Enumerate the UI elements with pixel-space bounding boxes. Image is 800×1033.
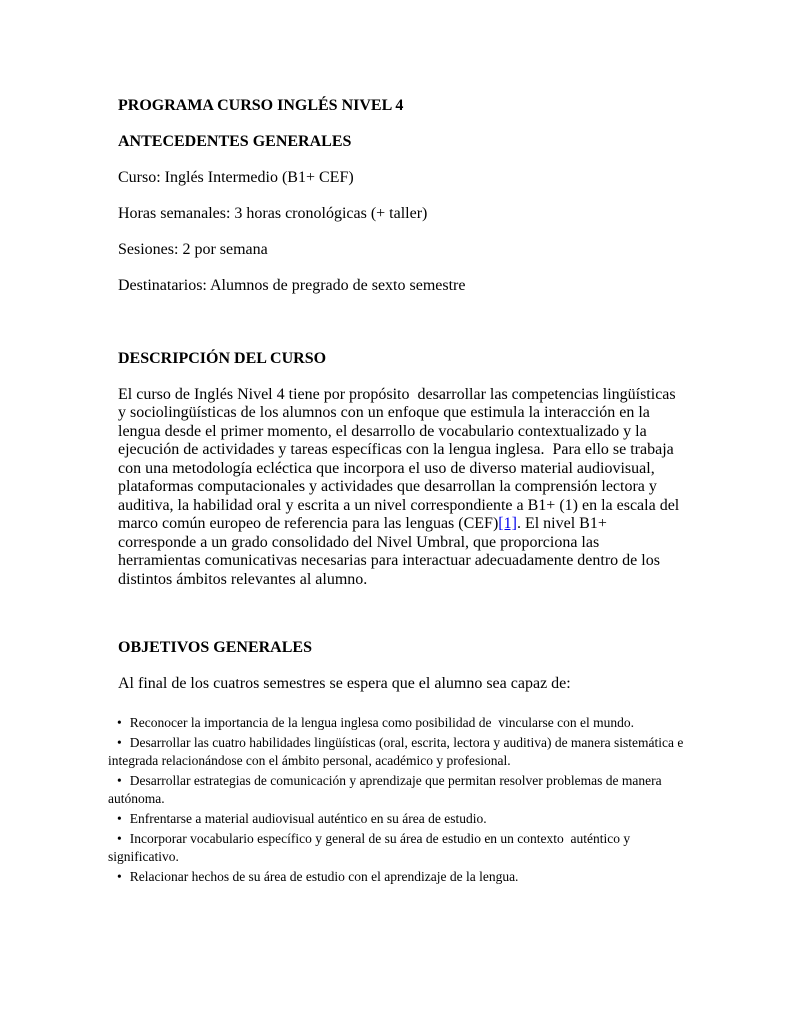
bullet-icon: •: [117, 772, 122, 788]
descripcion-paragraph: [118, 386, 685, 590]
objetivos-intro: Al final de los cuatros semestres se espera que el alumno sea capaz de:: [118, 675, 571, 692]
objetivos-heading: OBJETIVOS GENERALES: [118, 639, 312, 656]
horas-semanales-line: Horas semanales: 3 horas cronológicas (+ taller): [118, 205, 428, 222]
bullet-icon: •: [117, 868, 122, 884]
document-title: PROGRAMA CURSO INGLÉS NIVEL 4: [118, 97, 404, 114]
objective-item: [108, 868, 685, 886]
objective-item: [108, 734, 685, 770]
descripcion-text-after-link: . El nivel B1+ corresponde a un grado consolidado del Nivel Umbral, que proporciona las herramientas comunicativas necesarias para interactuar adecuadamente dentro de los distintos ámbitos relevantes al alumno.: [118, 515, 664, 588]
destinatarios-line: Destinatarios: Alumnos de pregrado de sexto semestre: [118, 277, 466, 294]
objective-item: [108, 772, 685, 808]
antecedentes-heading: ANTECEDENTES GENERALES: [118, 133, 352, 150]
sesiones-line: Sesiones: 2 por semana: [118, 241, 268, 258]
objective-text: Reconocer la importancia de la lengua inglesa como posibilidad de vincularse con el mundo.: [129, 714, 634, 730]
objective-text: Desarrollar las cuatro habilidades lingüísticas (oral, escrita, lectora y auditiva) de manera sistemática e integrada relacionándose con el ámbito personal, académico y profesional.: [108, 734, 687, 768]
curso-line: Curso: Inglés Intermedio (B1+ CEF): [118, 169, 354, 186]
bullet-icon: •: [117, 810, 122, 826]
descripcion-text-before-link: El curso de Inglés Nivel 4 tiene por propósito desarrollar las competencias lingüísticas y sociolingüísticas de los alumnos con un enfoque que estimula la interacción en la lengua desde el primer momento, el desarrollo de vocabulario contextualizado y la ejecución de actividades y tareas específicas con la lengua inglesa. Para ello se trabaja con una metodología ecléctica que incorpora el uso de diverso material audiovisual, plataformas computacionales y actividades que desarrollan la comprensión lectora y auditiva, la habilidad oral y escrita a un nivel correspondiente a B1+ (1) en la escala del marco común europeo de referencia para las lenguas (CEF): [118, 385, 684, 532]
objetivos-list: [108, 714, 687, 886]
objective-item: [108, 810, 685, 828]
objective-text: Desarrollar estrategias de comunicación y aprendizaje que permitan resolver problemas de manera autónoma.: [108, 772, 665, 806]
objective-text: Enfrentarse a material audiovisual auténtico en su área de estudio.: [129, 810, 487, 826]
bullet-icon: •: [117, 830, 122, 846]
objective-item: [108, 714, 685, 732]
footnote-1-link[interactable]: [1]: [498, 515, 517, 532]
bullet-icon: •: [117, 734, 122, 750]
bullet-icon: •: [117, 714, 122, 730]
objective-item: [108, 830, 685, 866]
descripcion-heading: DESCRIPCIÓN DEL CURSO: [118, 349, 327, 367]
objective-text: Incorporar vocabulario específico y general de su área de estudio en un contexto auténtico y significativo.: [108, 830, 634, 864]
objective-text: Relacionar hechos de su área de estudio con el aprendizaje de la lengua.: [129, 868, 519, 884]
